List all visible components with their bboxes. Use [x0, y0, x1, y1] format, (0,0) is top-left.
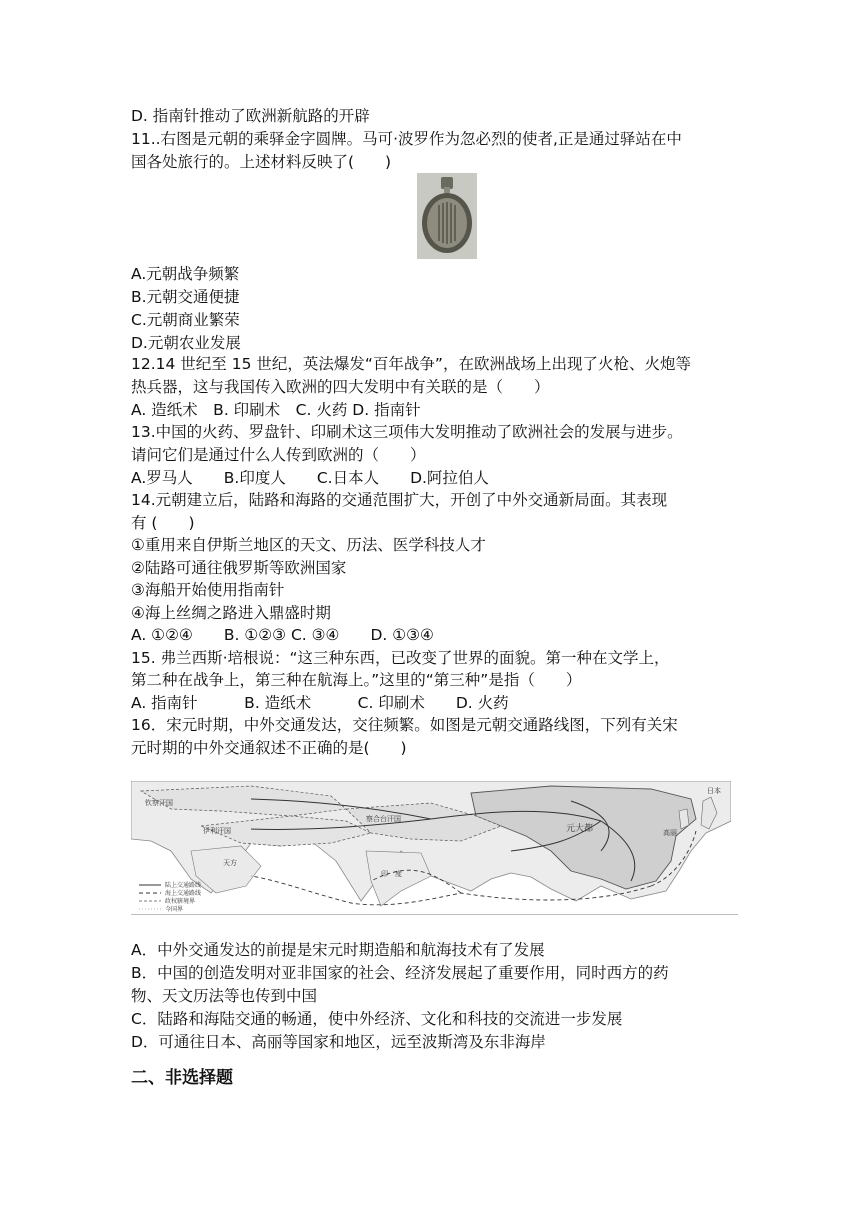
q12-stem-line1: 12.14 世纪至 15 世纪，英法爆发“百年战争”，在欧洲战场上出现了火枪、火炮等: [131, 355, 691, 373]
map-label-japan: 日本: [707, 787, 721, 795]
legend-regime-border: 政权辖境界: [165, 898, 196, 905]
q16-option-d: D．可通往日本、高丽等国家和地区，远至波斯湾及东非海岸: [131, 1033, 546, 1051]
q11-stem-line2: 国各处旅行的。上述材料反映了( ): [131, 153, 392, 171]
legend-land-route: 陆上交通路线: [165, 882, 202, 889]
q11-option-b: B.元朝交通便捷: [131, 288, 240, 306]
q16-stem-line1: 16．宋元时期，中外交通发达，交往频繁。如图是元朝交通路线图，下列有关宋: [131, 716, 678, 734]
q14-stem-line2: 有 ( ): [131, 514, 195, 532]
map-label-kipchak: 钦察汗国: [145, 799, 173, 807]
q14-item-3: ③海船开始使用指南针: [131, 581, 285, 599]
q16-option-b-line1: B．中国的创造发明对亚非国家的社会、经济发展起了重要作用，同时西方的药: [131, 964, 669, 982]
map-label-arabia: 天方: [223, 859, 237, 867]
q13-options: A.罗马人 B.印度人 C.日本人 D.阿拉伯人: [131, 469, 489, 487]
map-label-chagatai: 察合台汗国: [366, 815, 401, 823]
map-label-india: 印 度: [381, 870, 402, 878]
q14-item-1: ①重用来自伊斯兰地区的天文、历法、医学科技人才: [131, 536, 486, 554]
q13-stem-line1: 13.中国的火药、罗盘针、印刷术这三项伟大发明推动了欧洲社会的发展与进步。: [131, 423, 683, 441]
q10-option-d: D. 指南针推动了欧洲新航路的开辟: [131, 107, 370, 125]
q16-option-b-line2: 物、天文历法等也传到中国: [131, 987, 318, 1005]
q11-option-a: A.元朝战争频繁: [131, 265, 240, 283]
q15-stem-line2: 第二种在战争上，第三种在航海上。”这里的“第三种”是指（ ）: [131, 671, 582, 689]
legend-sea-route: 海上交通路线: [165, 890, 202, 897]
q12-stem-line2: 热兵器，这与我国传入欧洲的四大发明中有关联的是（ ）: [131, 378, 550, 396]
q15-stem-line1: 15. 弗兰西斯·培根说：“这三种东西，已改变了世界的面貌。第一种在文学上，: [131, 649, 670, 667]
map-bottom-rule: [131, 914, 738, 915]
yuan-traffic-route-map: [131, 781, 731, 915]
q14-item-2: ②陆路可通往俄罗斯等欧洲国家: [131, 559, 347, 577]
q15-options: A. 指南针 B. 造纸术 C. 印刷术 D. 火药: [131, 694, 509, 712]
q14-item-4: ④海上丝绸之路进入鼎盛时期: [131, 604, 331, 622]
q14-stem-line1: 14.元朝建立后，陆路和海路的交通范围扩大，开创了中外交通新局面。其表现: [131, 491, 668, 509]
legend-modern-border: 今国界: [165, 906, 184, 913]
q11-stem-line1: 11..右图是元朝的乘驿金字圆牌。马可·波罗作为忽必烈的使者,正是通过驿站在中: [131, 130, 682, 148]
q16-stem-line2: 元时期的中外交通叙述不正确的是( ): [131, 739, 407, 757]
map-label-yuan: 元大都: [566, 824, 594, 834]
map-label-korea: 高丽: [663, 829, 677, 837]
q12-options: A. 造纸术 B. 印刷术 C. 火药 D. 指南针: [131, 401, 421, 419]
q14-options: A. ①②④ B. ①②③ C. ③④ D. ①③④: [131, 626, 434, 644]
map-label-ilkhanate: 伊利汗国: [203, 827, 231, 835]
q13-stem-line2: 请问它们是通过什么人传到欧洲的（ ）: [131, 446, 426, 464]
q11-option-d: D.元朝农业发展: [131, 334, 241, 352]
q16-option-c: C．陆路和海陆交通的畅通，使中外经济、文化和科技的交流进一步发展: [131, 1010, 623, 1028]
paiza-medal-image: [417, 173, 477, 259]
q11-option-c: C.元朝商业繁荣: [131, 311, 240, 329]
section-heading-non-choice: 二、非选择题: [131, 1068, 233, 1088]
q16-option-a: A．中外交通发达的前提是宋元时期造船和航海技术有了发展: [131, 941, 545, 959]
